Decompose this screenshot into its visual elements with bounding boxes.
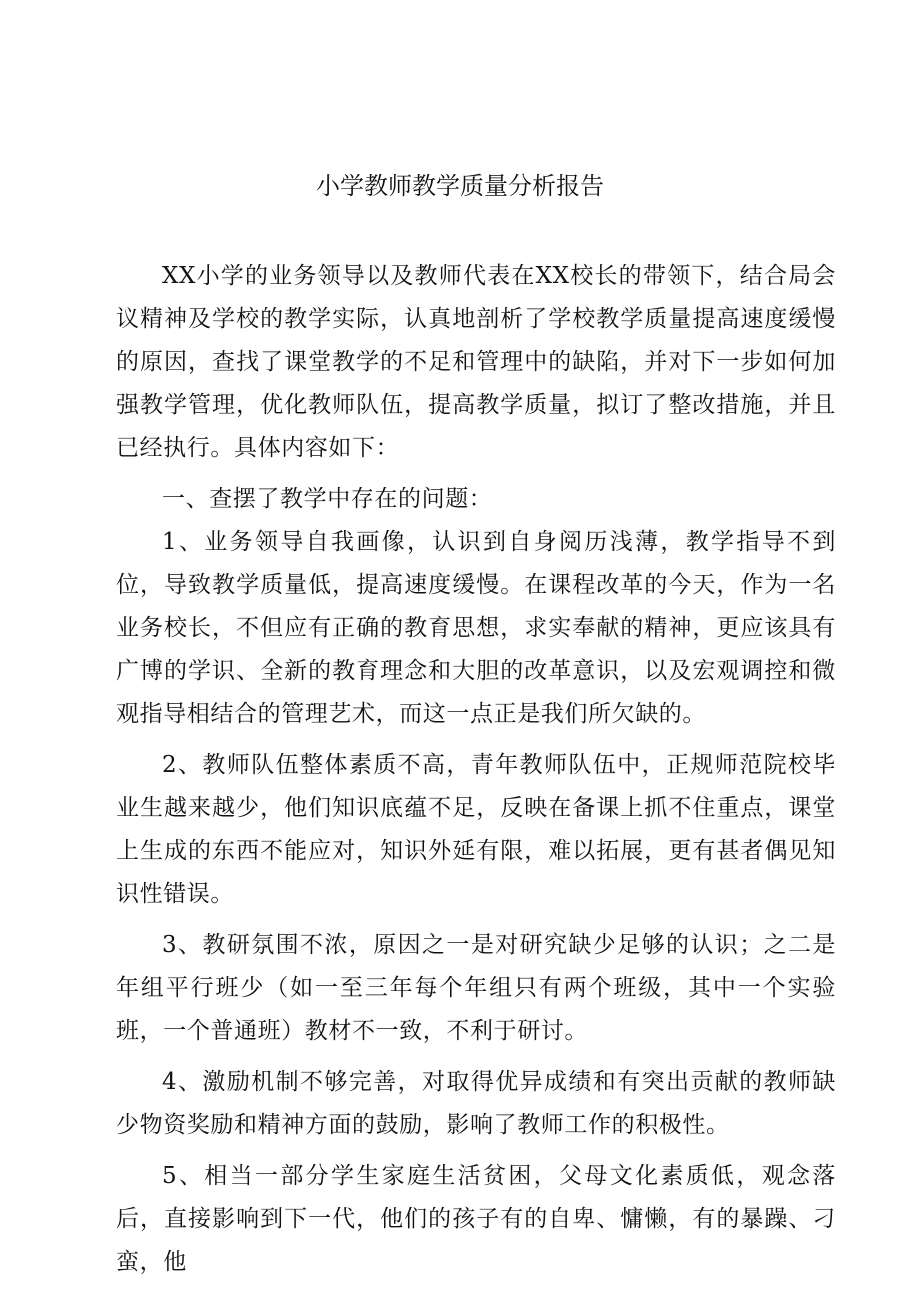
list-item: 3、教研氛围不浓，原因之一是对研究缺少足够的认识；之二是年组平行班少（如一至三年每个年组只有两个班级，其中一个实验班，一个普通班）教材不一致，不利于研讨。 [116,932,836,1044]
list-item: 5、相当一部分学生家庭生活贫困，父母文化素质低，观念落后，直接影响到下一代，他们的孩子有的自卑、慵懒，有的暴躁、刁蛮，他 [116,1163,836,1275]
list-item: 4、激励机制不够完善，对取得优异成绩和有突出贡献的教师缺少物资奖励和精神方面的鼓励，影响了教师工作的积极性。 [116,1069,836,1138]
list-item: 2、教师队伍整体素质不高，青年教师队伍中，正规师范院校毕业生越来越少，他们知识底蕴不足，反映在备课上抓不住重点，课堂上生成的东西不能应对，知识外延有限，难以拓展，更有甚者偶见知识性错误。 [116,752,836,907]
document-body [116,255,836,1284]
document-title: 小学教师教学质量分析报告 [316,172,604,200]
list-item: 1、业务领导自我画像，认识到自身阅历浅薄，教学指导不到位，导致教学质量低，提高速度缓慢。在课程改革的今天，作为一名业务校长，不但应有正确的教育思想，求实奉献的精神，更应该具有广博的学识、全新的教育理念和大胆的改革意识，以及宏观调控和微观指导相结合的管理艺术，而这一点正是我们所欠缺的。 [116,529,836,727]
intro-paragraph: XX小学的业务领导以及教师代表在XX校长的带领下，结合局会议精神及学校的教学实际，认真地剖析了学校教学质量提高速度缓慢的原因，查找了课堂教学的不足和管理中的缺陷，并对下一步如何加强教学管理，优化教师队伍，提高教学质量，拟订了整改措施，并且已经执行。具体内容如下： [116,263,836,461]
section-heading: 一、查摆了教学中存在的问题： [162,486,493,512]
